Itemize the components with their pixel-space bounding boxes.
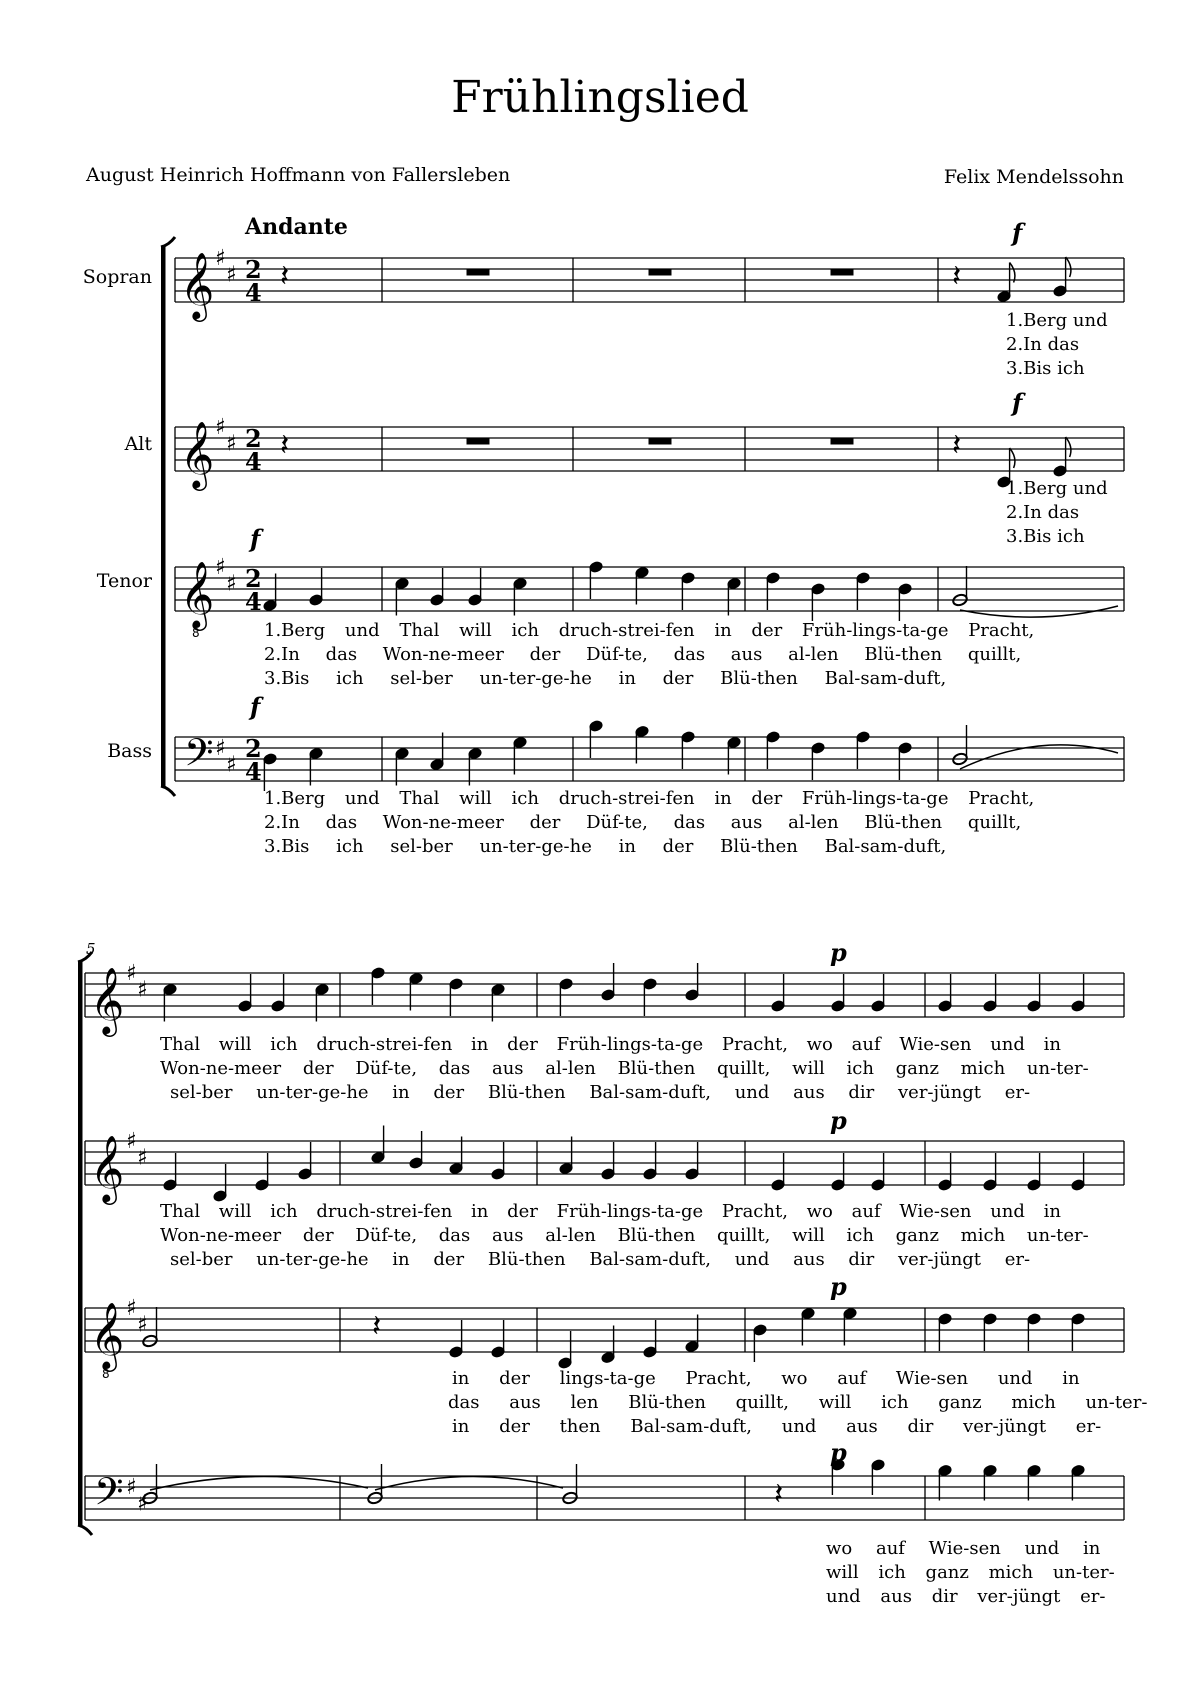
quarter-rest: 𝄽 xyxy=(280,259,290,294)
lyric-line: Thal will ich druch-strei-fen in der Früh-lings-ta-ge Pracht, wo auf Wie-sen und in xyxy=(160,1201,1061,1222)
dynamic-piano: p xyxy=(830,1106,847,1135)
sharp-icon: ♯ xyxy=(137,1145,148,1171)
lyric-line: in der lings-ta-ge Pracht, wo auf Wie-sen und in xyxy=(452,1368,1080,1389)
tempo-marking: Andante xyxy=(245,214,348,240)
whole-rest xyxy=(467,269,489,275)
dynamic-forte: f xyxy=(250,524,261,553)
dynamic-forte: f xyxy=(250,692,261,721)
lyric-line: 3.Bis ich sel-ber un-ter-ge-he in der Blü-then Bal-sam-duft, xyxy=(264,668,947,689)
time-signature-top: 2 xyxy=(245,424,262,453)
measure-number: 5 xyxy=(86,940,96,958)
page-title: Frühlingslied xyxy=(451,72,749,123)
sharp-icon: ♯ xyxy=(215,246,226,271)
voice-name-alt: Alt xyxy=(124,433,152,455)
whole-rest xyxy=(831,269,853,275)
lyric-line: 3.Bis ich xyxy=(1006,358,1085,379)
lyric-line: Thal will ich druch-strei-fen in der Früh-lings-ta-ge Pracht, wo auf Wie-sen und in xyxy=(160,1034,1061,1055)
quarter-rest: 𝄽 xyxy=(774,1477,784,1512)
composer-credit: Felix Mendelssohn xyxy=(943,166,1124,188)
whole-rest xyxy=(649,269,671,275)
lyric-line: wo auf Wie-sen und in xyxy=(826,1538,1101,1559)
sharp-icon: ♯ xyxy=(215,415,226,440)
treble-clef-icon: 𝄞 xyxy=(90,1134,125,1202)
lyric-line: sel-ber un-ter-ge-he in der Blü-then Bal-sam-duft, und aus dir ver-jüngt er- xyxy=(170,1249,1031,1270)
lyric-line: in der then Bal-sam-duft, und aus dir ver-jüngt er- xyxy=(452,1416,1102,1437)
treble-clef-icon: 𝄞 xyxy=(180,251,215,319)
lyric-line: 1.Berg und Thal will ich druch-strei-fen in der Früh-lings-ta-ge Pracht, xyxy=(264,788,1035,809)
quarter-rest: 𝄽 xyxy=(952,259,962,294)
poet-credit: August Heinrich Hoffmann von Fallersleben xyxy=(86,164,511,186)
time-signature-bottom: 4 xyxy=(245,447,262,476)
sharp-icon: ♯ xyxy=(137,1312,148,1338)
tie xyxy=(375,1476,563,1490)
sharp-icon: ♯ xyxy=(126,961,137,986)
time-signature-top: 2 xyxy=(245,255,262,284)
voice-name-bass: Bass xyxy=(107,740,152,762)
bass-clef-icon: 𝄢 xyxy=(94,1469,124,1523)
bracket-hook xyxy=(161,786,175,796)
treble-clef-icon: 𝄞 xyxy=(180,420,215,488)
lyric-line: Won-ne-meer der Düf-te, das aus al-len Blü-then quillt, will ich ganz mich un-ter- xyxy=(160,1225,1089,1246)
treble-clef-icon: 𝄞 xyxy=(90,1301,125,1369)
sharp-icon: ♯ xyxy=(137,1491,148,1517)
bracket-hook xyxy=(78,952,92,962)
system-bracket xyxy=(78,962,83,1525)
voice-name-sopran: Sopran xyxy=(82,266,152,288)
lyric-line: das aus len Blü-then quillt, will ich ganz mich un-ter- xyxy=(448,1392,1148,1413)
lyric-line: 1.Berg und xyxy=(1006,310,1108,331)
quarter-rest: 𝄽 xyxy=(372,1309,382,1344)
lyric-line: 2.In das Won-ne-meer der Düf-te, das aus al-len Blü-then quillt, xyxy=(264,644,1022,665)
dynamic-piano: p xyxy=(830,938,847,967)
dynamic-forte: f xyxy=(1012,388,1023,417)
whole-rest xyxy=(649,438,671,444)
sharp-icon: ♯ xyxy=(137,977,148,1003)
lyric-line: 2.In das xyxy=(1006,334,1080,355)
bass-clef-icon: 𝄢 xyxy=(184,730,214,784)
lyric-line: 3.Bis ich xyxy=(1006,526,1085,547)
lyric-line: 1.Berg und Thal will ich druch-strei-fen in der Früh-lings-ta-ge Pracht, xyxy=(264,620,1035,641)
sharp-icon: ♯ xyxy=(215,555,226,580)
sharp-icon: ♯ xyxy=(226,262,237,288)
whole-rest xyxy=(467,438,489,444)
note-flag xyxy=(1066,257,1071,277)
time-signature-top: 2 xyxy=(245,734,262,763)
time-signature-bottom: 4 xyxy=(245,587,262,616)
lyric-line: 2.In das Won-ne-meer der Düf-te, das aus al-len Blü-then quillt, xyxy=(264,812,1022,833)
treble-clef-icon: 𝄞 xyxy=(90,966,125,1034)
system-bracket xyxy=(161,247,166,786)
bracket-hook xyxy=(78,1525,92,1535)
time-signature-bottom: 4 xyxy=(245,757,262,786)
sharp-icon: ♯ xyxy=(126,1475,137,1500)
sharp-icon: ♯ xyxy=(226,752,237,778)
sharp-icon: ♯ xyxy=(226,571,237,597)
lyric-line: 2.In das xyxy=(1006,502,1080,523)
lyric-line: und aus dir ver-jüngt er- xyxy=(826,1586,1106,1607)
time-signature-bottom: 4 xyxy=(245,278,262,307)
treble-clef-icon: 𝄞 xyxy=(180,560,215,628)
note-flag xyxy=(1066,437,1071,457)
dynamic-forte: f xyxy=(1012,218,1023,247)
flag: ♪ xyxy=(1010,270,1011,272)
lyric-line: will ich ganz mich un-ter- xyxy=(826,1562,1115,1583)
tie xyxy=(150,1476,368,1490)
note-flag xyxy=(1010,448,1015,468)
sharp-icon: ♯ xyxy=(215,736,226,761)
quarter-rest: 𝄽 xyxy=(952,428,962,463)
whole-rest xyxy=(831,438,853,444)
sharp-icon: ♯ xyxy=(126,1129,137,1154)
octave-marker: 8 xyxy=(102,1367,110,1381)
dynamic-piano: p xyxy=(830,1438,847,1467)
quarter-rest: 𝄽 xyxy=(280,428,290,463)
sharp-icon: ♯ xyxy=(126,1296,137,1321)
lyric-line: sel-ber un-ter-ge-he in der Blü-then Bal-sam-duft, und aus dir ver-jüngt er- xyxy=(170,1082,1031,1103)
time-signature-top: 2 xyxy=(245,564,262,593)
octave-marker: 8 xyxy=(192,626,200,640)
sharp-icon: ♯ xyxy=(226,431,237,457)
dynamic-piano: p xyxy=(830,1272,847,1301)
lyric-line: 1.Berg und xyxy=(1006,478,1108,499)
voice-name-tenor: Tenor xyxy=(96,570,152,592)
lyric-line: Won-ne-meer der Düf-te, das aus al-len Blü-then quillt, will ich ganz mich un-ter- xyxy=(160,1058,1089,1079)
lyric-line: 3.Bis ich sel-ber un-ter-ge-he in der Blü-then Bal-sam-duft, xyxy=(264,836,947,857)
bracket-hook xyxy=(161,237,175,247)
flag: ♪ xyxy=(1010,456,1011,457)
